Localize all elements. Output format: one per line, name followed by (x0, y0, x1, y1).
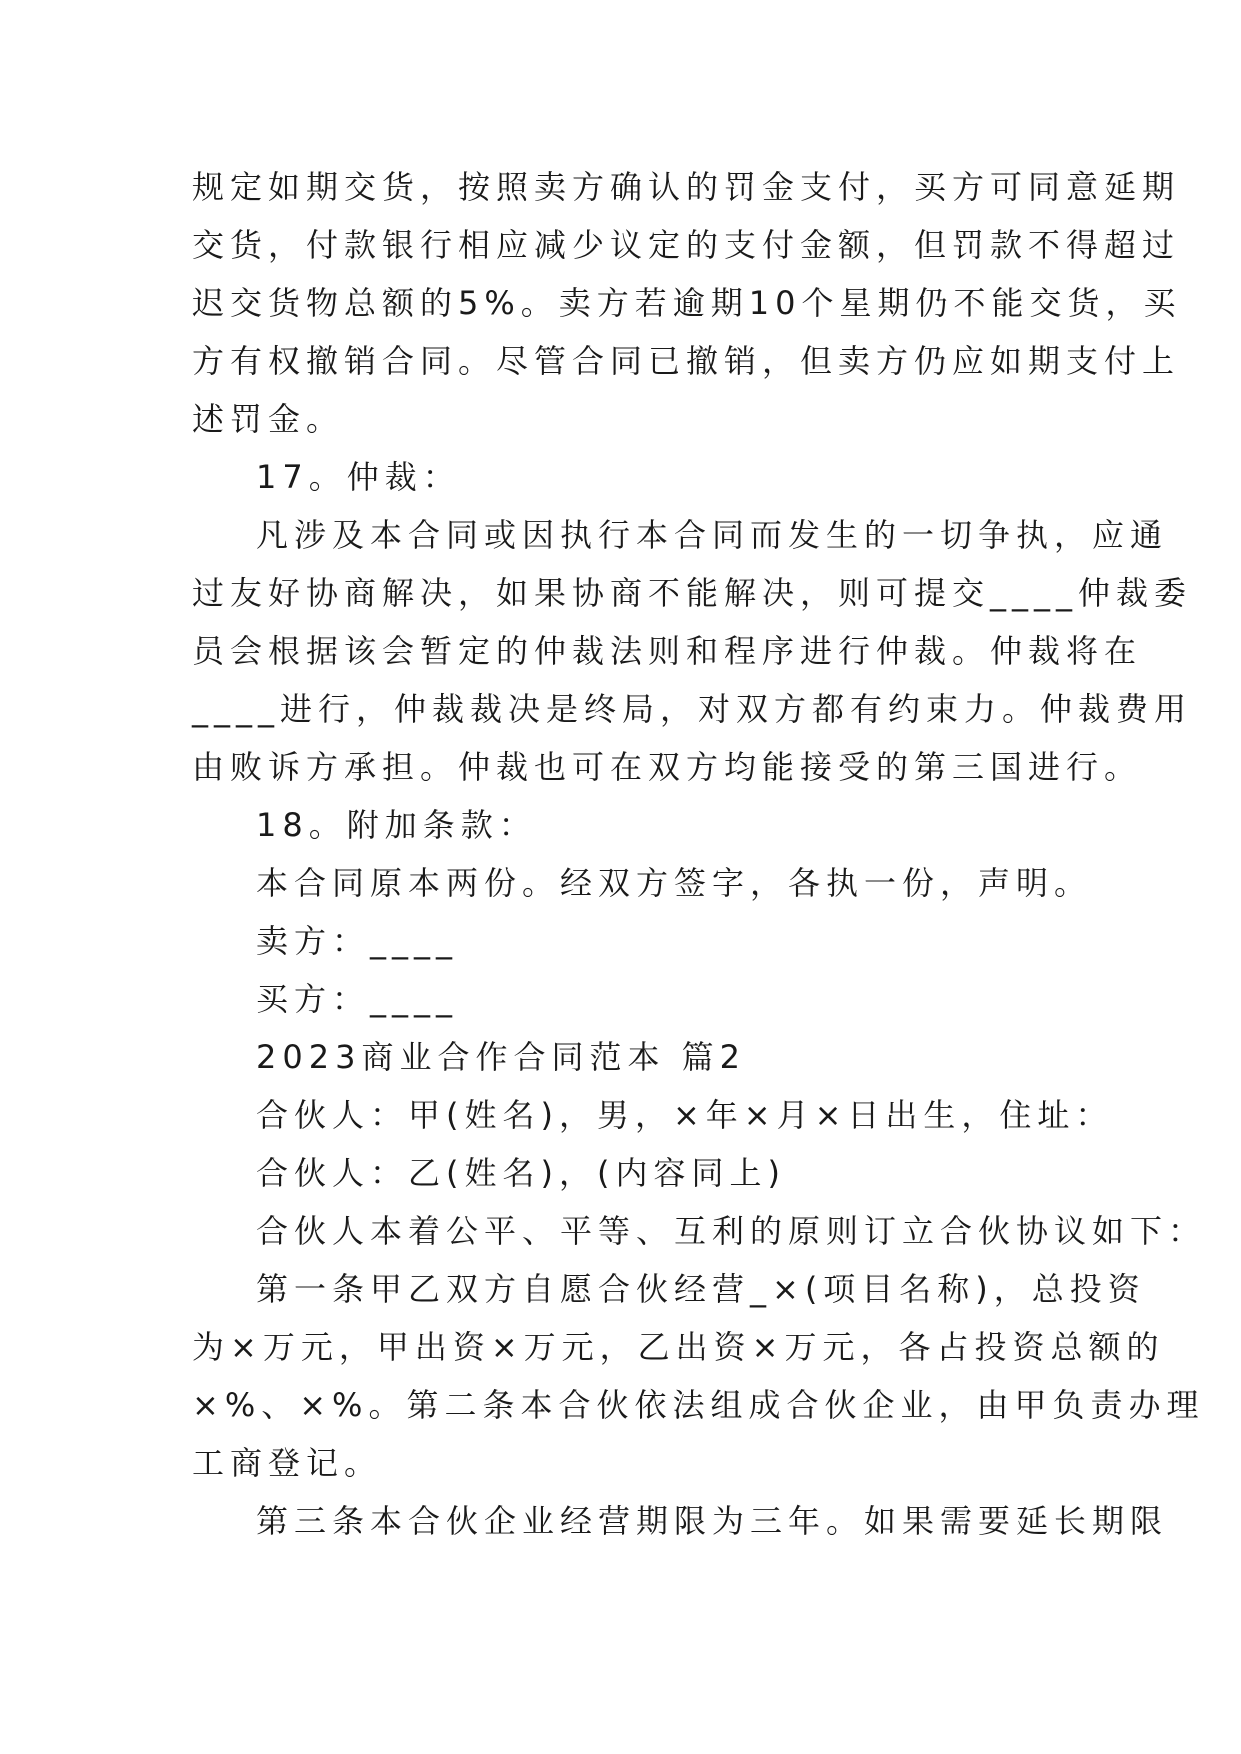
paragraph-line: 述罚金。 (192, 400, 345, 438)
paragraph-line: 交货，付款银行相应减少议定的支付金额，但罚款不得超过 (192, 226, 1181, 264)
paragraph-line: 第一条甲乙双方自愿合伙经营_×(项目名称)，总投资 (256, 1270, 1146, 1308)
section-heading-additional-terms: 18。附加条款： (256, 806, 537, 844)
paragraph-line: 本合同原本两份。经双方签字，各执一份，声明。 (256, 864, 1093, 902)
paragraph-line: 方有权撤销合同。尽管合同已撤销，但卖方仍应如期支付上 (192, 342, 1181, 380)
section-title: 2023商业合作合同范本 篇2 (256, 1038, 746, 1076)
paragraph-line: 过友好协商解决，如果协商不能解决，则可提交____仲裁委 (192, 574, 1193, 612)
paragraph-line: 为×万元，甲出资×万元，乙出资×万元，各占投资总额的 (192, 1328, 1165, 1366)
paragraph-line: 迟交货物总额的5%。卖方若逾期10个星期仍不能交货，买 (192, 284, 1182, 322)
paragraph-line: 员会根据该会暂定的仲裁法则和程序进行仲裁。仲裁将在 (192, 632, 1143, 670)
paragraph-line: 规定如期交货，按照卖方确认的罚金支付，买方可同意延期 (192, 168, 1181, 206)
paragraph-line: 第三条本合伙企业经营期限为三年。如果需要延长期限 (256, 1502, 1169, 1540)
paragraph-line: 合伙人本着公平、平等、互利的原则订立合伙协议如下： (256, 1212, 1207, 1250)
paragraph-line: ____进行，仲裁裁决是终局，对双方都有约束力。仲裁费用 (192, 690, 1193, 728)
document-body (192, 158, 1207, 1550)
buyer-signature-line: 买方：____ (256, 980, 459, 1018)
paragraph-line: 合伙人：乙(姓名)，(内容同上) (256, 1154, 786, 1192)
section-heading-arbitration: 17。仲裁： (256, 458, 461, 496)
paragraph-line: 由败诉方承担。仲裁也可在双方均能接受的第三国进行。 (192, 748, 1143, 786)
paragraph-line: ×%、×%。第二条本合伙依法组成合伙企业，由甲负责办理 (192, 1386, 1205, 1424)
paragraph-line: 凡涉及本合同或因执行本合同而发生的一切争执，应通 (256, 516, 1169, 554)
paragraph-line: 工商登记。 (192, 1444, 383, 1482)
paragraph-line: 合伙人：甲(姓名)，男，×年×月×日出生，住址： (256, 1096, 1114, 1134)
seller-signature-line: 卖方：____ (256, 922, 459, 960)
